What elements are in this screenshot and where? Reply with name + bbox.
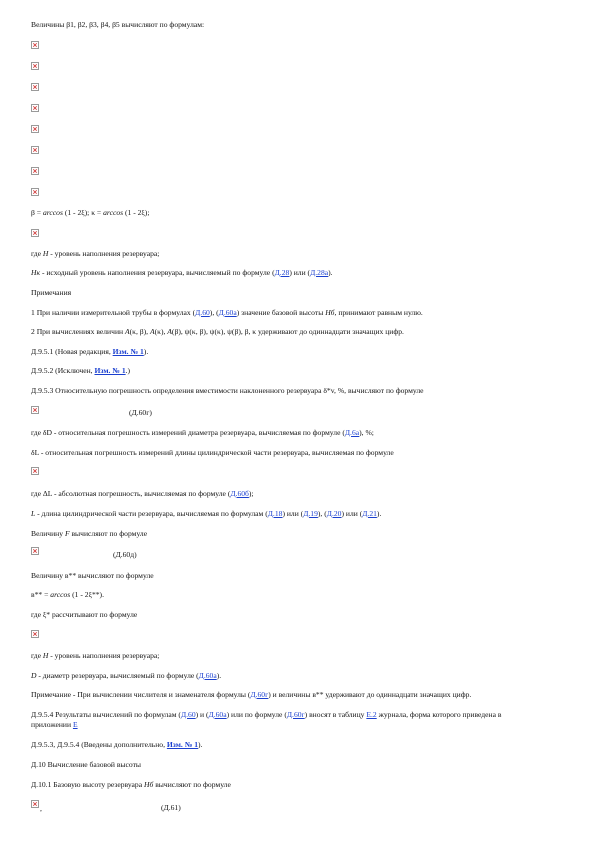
text: где δD - относительная погрешность измерений диаметра резервуара, вычисляемая по формуле ( <box>31 428 345 437</box>
text: arccos <box>50 590 71 599</box>
link-formula[interactable]: Д.20 <box>326 509 342 518</box>
text: δL - относительная погрешность измерений длины цилиндрической части резервуара, вычисляемая по формуле <box>31 448 394 457</box>
text: ), %; <box>359 428 374 437</box>
formula-image-icon <box>31 62 39 70</box>
text: ). <box>198 740 203 749</box>
text: - уровень наполнения резервуара; <box>48 249 160 258</box>
formula-image-icon <box>31 547 39 555</box>
text: ) или по формуле ( <box>226 710 287 719</box>
text: ) и величины в** удерживают до одиннадцати значащих цифр. <box>268 690 472 699</box>
link-formula[interactable]: Д.28 <box>274 268 290 277</box>
text: вычисляют по формуле <box>69 529 148 538</box>
note-single <box>31 690 471 700</box>
formula-image-icon <box>31 630 39 638</box>
d-definition <box>31 671 221 681</box>
clause-d953-954 <box>31 740 202 750</box>
text: (β), ψ(κ, β), ψ(κ), ψ(β), β, κ удерживают до одиннадцати значащих цифр. <box>171 327 404 336</box>
text: β = <box>31 208 43 217</box>
note-2 <box>31 327 404 337</box>
beta-formula <box>31 208 149 218</box>
text: где <box>31 651 43 660</box>
text: L <box>31 509 36 518</box>
text: ) вносят в таблицу <box>304 710 367 719</box>
text: в** = <box>31 590 51 599</box>
text: ). <box>376 509 382 518</box>
text: Величину <box>31 529 65 538</box>
text: - уровень наполнения резервуара; <box>48 651 160 660</box>
text: где <box>31 249 43 258</box>
text: , принимают равным нулю. <box>334 308 423 317</box>
text: ) или ( <box>282 509 304 518</box>
text: Д.10 Вычисление базовой высоты <box>31 760 142 769</box>
equation-number: (Д.60г) <box>129 408 152 417</box>
formula-image-icon <box>31 83 39 91</box>
text: ); <box>248 489 254 498</box>
text: ) или ( <box>289 268 311 277</box>
text: ) или ( <box>341 509 363 518</box>
comma: , <box>40 804 42 813</box>
clause-d101 <box>31 780 231 790</box>
formula-image-icon <box>31 41 39 49</box>
link-formula[interactable]: Д.60 <box>195 308 210 317</box>
clause-d951 <box>31 347 148 357</box>
l-definition <box>31 509 381 519</box>
note-1 <box>31 308 423 318</box>
clause-d952 <box>31 366 130 376</box>
text: H <box>42 249 49 258</box>
text: Д.10.1 Базовую высоту резервуара <box>31 780 144 789</box>
text: - диаметр резервуара, вычисляемый по формуле ( <box>36 671 199 680</box>
text: Д.9.5.3, Д.9.5.4 (Введены дополнительно, <box>31 740 167 749</box>
link-formula[interactable]: Д.28а <box>310 268 329 277</box>
where-h <box>31 249 159 259</box>
text: ). <box>143 347 149 356</box>
link-formula[interactable]: Д.60а <box>208 710 227 719</box>
text: Д.9.5.3 Относительную погрешность определения вместимости наклоненного резервуара δ*v, %, вычисляют по формуле <box>31 386 424 395</box>
text: arccos <box>103 208 124 217</box>
clause-d954 <box>31 710 536 730</box>
link-formula[interactable]: Д.60а <box>198 671 217 680</box>
formula-image-icon <box>31 167 39 175</box>
xi-intro <box>31 610 137 620</box>
text: 1 При наличии измерительной трубы в формулах ( <box>31 308 196 317</box>
text: D <box>31 671 37 680</box>
text: ), ( <box>317 509 327 518</box>
text: A <box>124 327 130 336</box>
text: ). <box>216 671 222 680</box>
formula-image-icon <box>31 146 39 154</box>
text: Д.9.5.2 (Исключен, <box>31 366 95 375</box>
text: Hб <box>325 308 335 317</box>
text: .) <box>125 366 131 375</box>
formula-image-icon <box>31 800 39 808</box>
link-amendment[interactable]: Изм. № 1 <box>112 347 144 356</box>
text: (κ), <box>154 327 168 336</box>
link-table[interactable]: Е.2 <box>366 710 377 719</box>
formula-image-icon <box>31 188 39 196</box>
text: F <box>64 529 70 538</box>
text: (κ, β), <box>129 327 150 336</box>
text: Примечания <box>31 288 72 297</box>
intro-span: Величины β1, β2, β3, β4, β5 вычисляют по формулам: <box>31 20 205 29</box>
where-h-2 <box>31 651 159 661</box>
link-appendix[interactable]: Е <box>72 720 78 729</box>
text: ). <box>328 268 333 277</box>
text: (1 - 2ξ); κ = <box>62 208 104 217</box>
text: A <box>149 327 155 336</box>
clause-d953 <box>31 386 424 396</box>
link-formula[interactable]: Д.60а <box>218 308 237 317</box>
text: Величину в** вычисляют по формуле <box>31 571 154 580</box>
formula-image-icon <box>31 125 39 133</box>
link-formula[interactable]: Д.60г <box>286 710 305 719</box>
formula-image-icon <box>31 229 39 237</box>
text: Hк <box>31 268 41 277</box>
delta-d-definition <box>31 428 374 438</box>
text: Д.9.5.1 (Новая редакция, <box>31 347 113 356</box>
text: arccos <box>42 208 63 217</box>
formula-image-icon <box>31 104 39 112</box>
link-formula[interactable]: Д.60г <box>250 690 269 699</box>
text: (1 - 2ξ); <box>123 208 150 217</box>
bstar-formula <box>31 590 104 600</box>
text: где ξ* рассчитывают по формуле <box>31 610 138 619</box>
link-formula[interactable]: Д.60 <box>180 710 196 719</box>
equation-number: (Д.61) <box>161 803 181 812</box>
equation-number: (Д.60д) <box>113 550 137 559</box>
notes-title <box>31 288 71 298</box>
formula-image-icon <box>31 406 39 414</box>
abs-error-definition <box>31 489 254 499</box>
text: 2 При вычислениях величин <box>31 327 125 336</box>
link-formula[interactable]: Д.6а <box>344 428 360 437</box>
text: Hб <box>144 780 154 789</box>
text: ) и ( <box>195 710 209 719</box>
link-amendment[interactable]: Изм. № 1 <box>166 740 199 749</box>
text: ), ( <box>209 308 219 317</box>
text: (1 - 2ξ**). <box>70 590 104 599</box>
text: журнала, форма которого приведена в приложении <box>31 710 502 729</box>
link-amendment[interactable]: Изм. № 1 <box>94 366 126 375</box>
text: где ΔL - абсолютная погрешность, вычисляемая по формуле ( <box>31 489 231 498</box>
text: - исходный уровень наполнения резервуара, вычисляемый по формуле ( <box>40 268 275 277</box>
text: вычисляют по формуле <box>153 780 231 789</box>
text: Д.9.5.4 Результаты вычислений по формулам ( <box>31 710 181 719</box>
link-formula[interactable]: Д.19 <box>303 509 318 518</box>
intro-text <box>31 20 204 30</box>
text: - длина цилиндрической части резервуара, вычисляемая по формулам ( <box>35 509 268 518</box>
text: A <box>167 327 172 336</box>
link-formula[interactable]: Д.21 <box>362 509 377 518</box>
bstar-intro <box>31 571 154 581</box>
f-intro <box>31 529 147 539</box>
formula-image-icon <box>31 467 39 475</box>
hk-definition <box>31 268 333 278</box>
text: Примечание - При вычислении числителя и знаменателя формулы ( <box>31 690 251 699</box>
link-formula[interactable]: Д.60б <box>230 489 249 498</box>
text: ) значение базовой высоты <box>236 308 326 317</box>
section-d10-heading <box>31 760 141 770</box>
delta-l-definition <box>31 448 394 458</box>
text: H <box>42 651 49 660</box>
link-formula[interactable]: Д.18 <box>267 509 283 518</box>
